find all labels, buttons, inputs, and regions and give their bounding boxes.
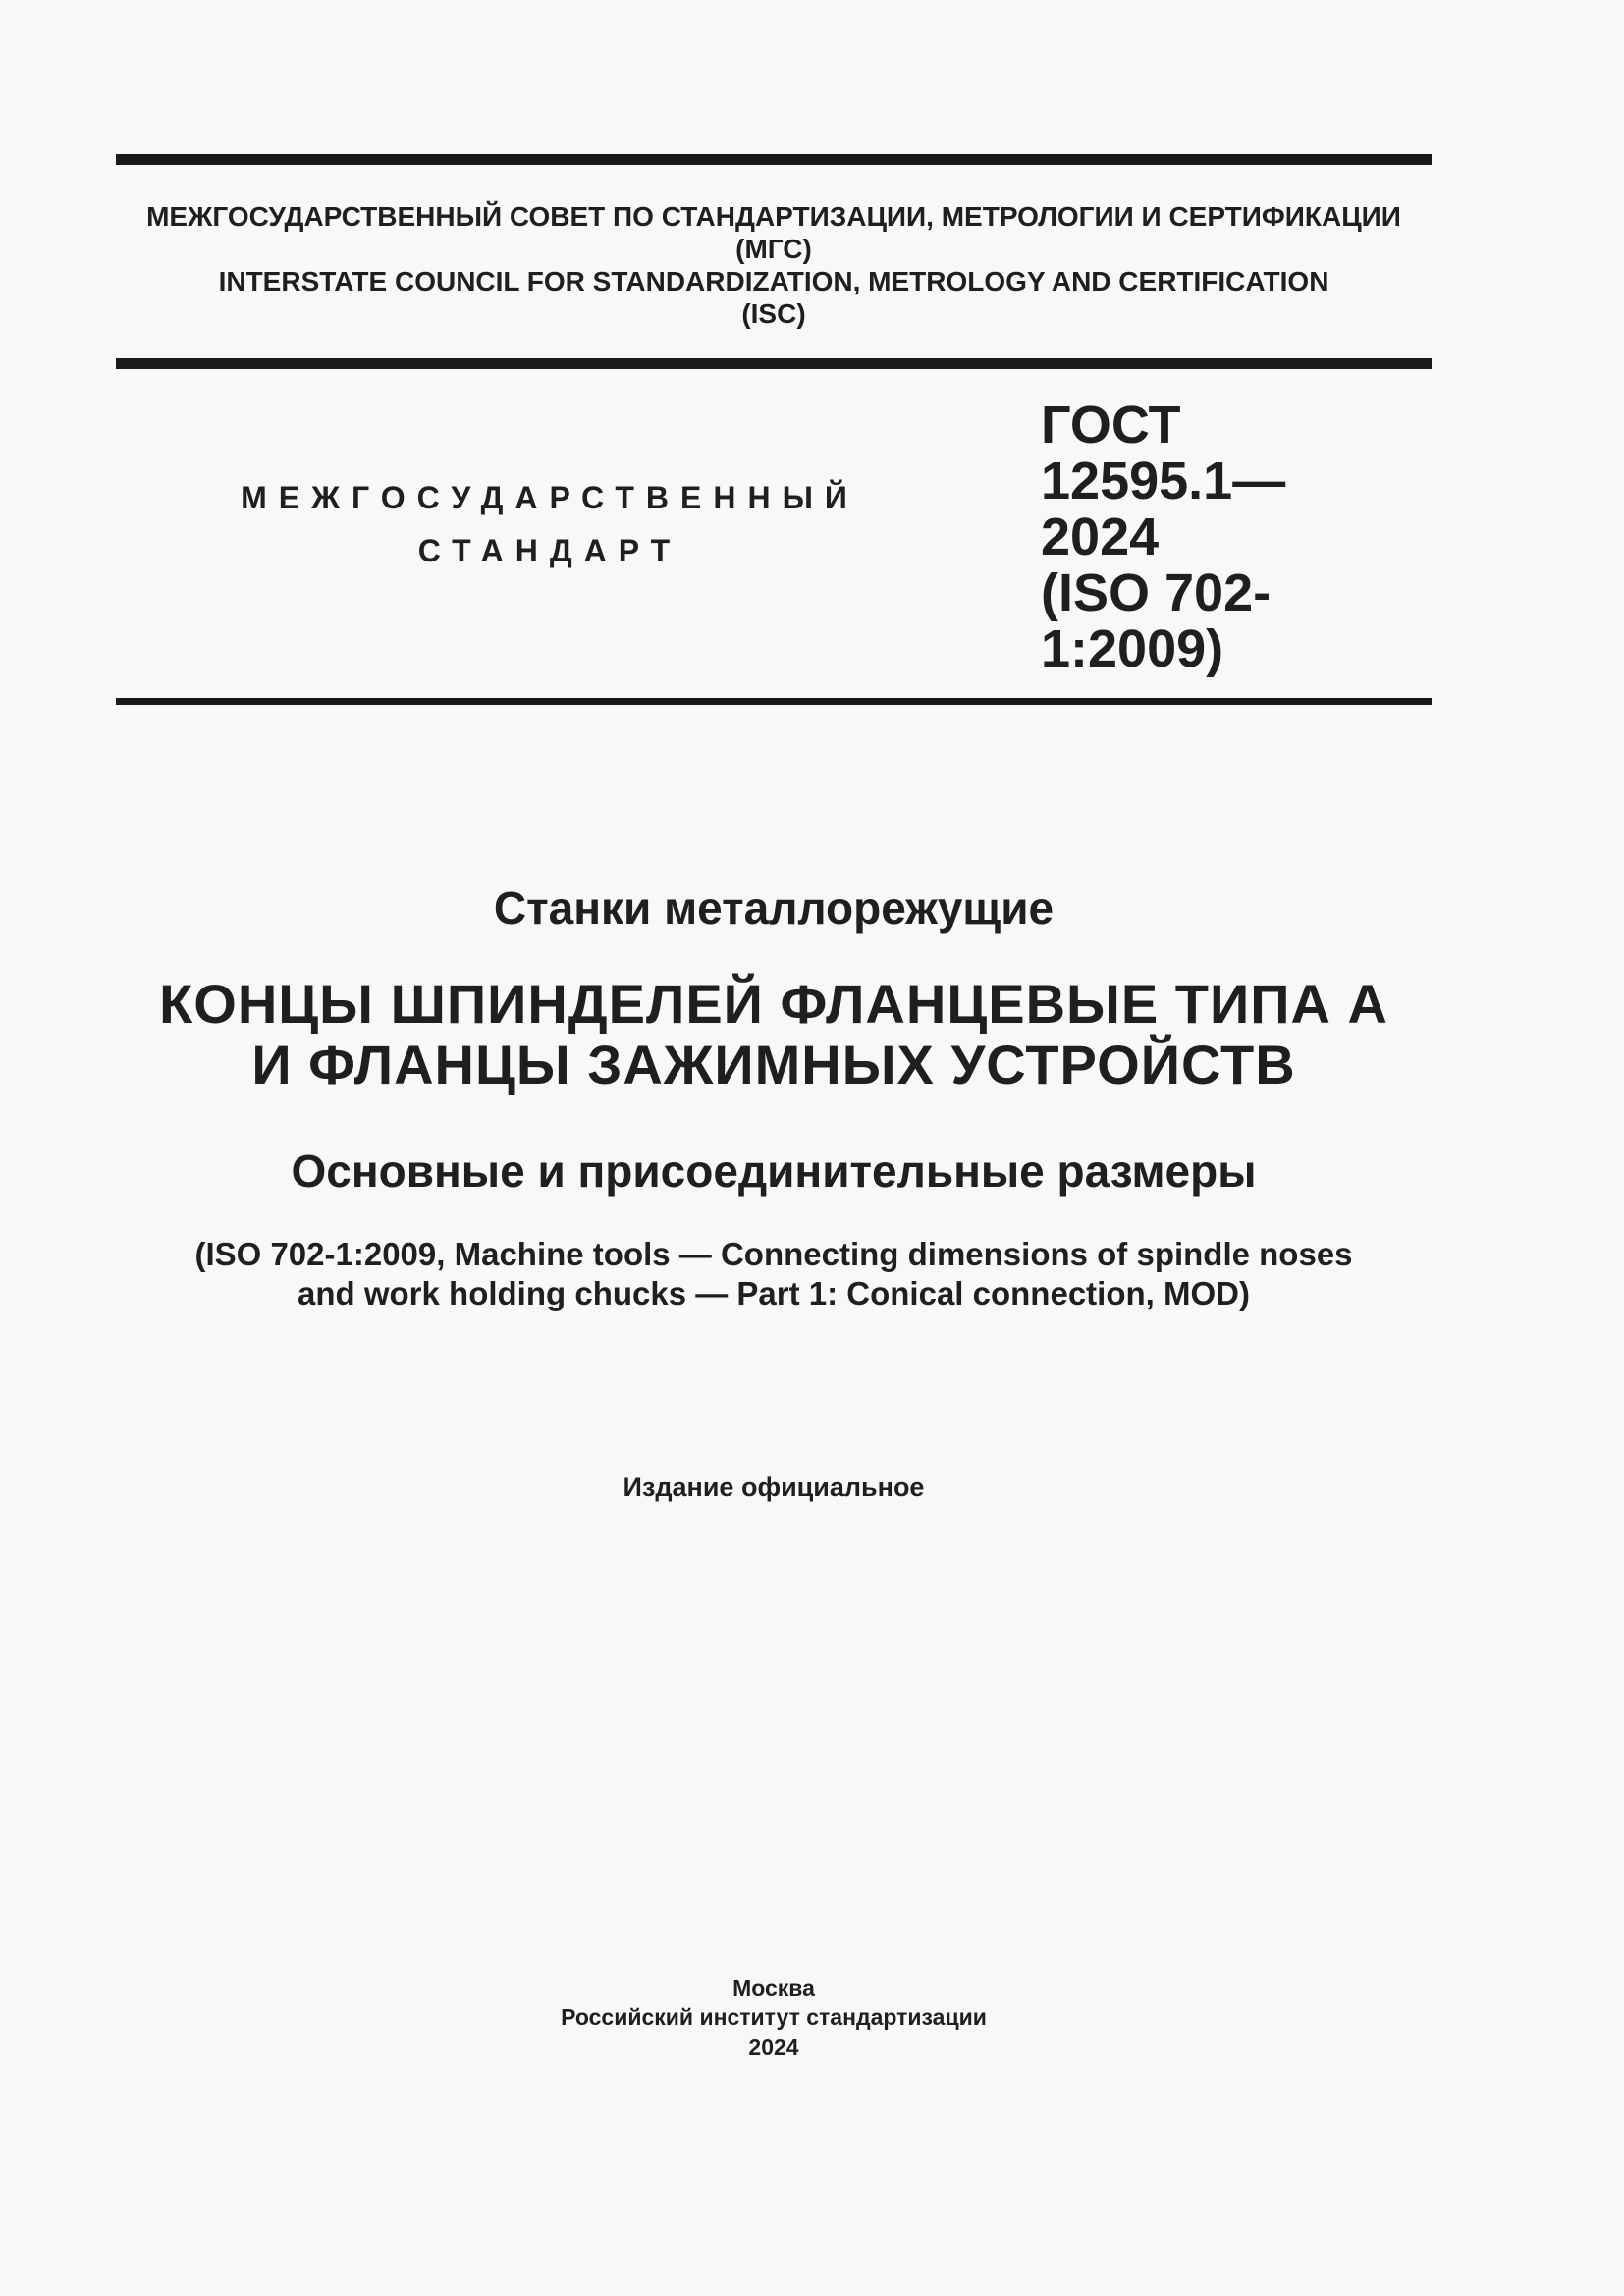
council-header bbox=[116, 200, 1432, 330]
imprint-publisher: Российский институт стандартизации bbox=[561, 2004, 987, 2030]
gost-iso-reference: (ISO 702-1:2009) bbox=[1041, 563, 1272, 678]
council-abbr-en: (ISC) bbox=[741, 298, 806, 329]
main-title bbox=[116, 974, 1432, 1095]
subject-title: Станки металлорежущие bbox=[493, 882, 1055, 934]
subtitle: Основные и присоединительные размеры bbox=[291, 1146, 1257, 1197]
imprint-city: Москва bbox=[732, 1975, 815, 2001]
council-name-ru: МЕЖГОСУДАРСТВЕННЫЙ СОВЕТ ПО СТАНДАРТИЗАЦИИ, МЕТРОЛОГИИ И СЕРТИФИКАЦИИ bbox=[146, 201, 1401, 232]
main-title-line1: КОНЦЫ ШПИНДЕЛЕЙ ФЛАНЦЕВЫЕ ТИПА А bbox=[159, 973, 1388, 1035]
main-title-line2: И ФЛАНЦЫ ЗАЖИМНЫХ УСТРОЙСТВ bbox=[251, 1034, 1296, 1095]
interstate-standard-label bbox=[226, 471, 874, 577]
edition-label: Издание официальное bbox=[623, 1472, 925, 1502]
iso-note-line1: (ISO 702-1:2009, Machine tools — Connecting dimensions of spindle noses bbox=[194, 1236, 1353, 1272]
standard-label-line1: МЕЖГОСУДАРСТВЕННЫЙ bbox=[241, 480, 859, 515]
council-abbr-ru: (МГС) bbox=[735, 234, 812, 264]
iso-reference-note bbox=[116, 1235, 1432, 1313]
iso-note-line2: and work holding chucks — Part 1: Conical connection, MOD) bbox=[298, 1275, 1250, 1311]
top-rule bbox=[116, 154, 1432, 165]
standard-label-line2: СТАНДАРТ bbox=[417, 533, 682, 568]
imprint-year: 2024 bbox=[748, 2034, 799, 2059]
council-name-en: INTERSTATE COUNCIL FOR STANDARDIZATION, METROLOGY AND CERTIFICATION bbox=[218, 266, 1329, 296]
council-rule bbox=[116, 358, 1432, 369]
header-bottom-rule bbox=[116, 698, 1432, 705]
imprint bbox=[116, 1973, 1432, 2061]
gost-year: 2024 bbox=[1041, 507, 1160, 566]
gost-number: 12595.1— bbox=[1041, 452, 1286, 510]
gost-prefix: ГОСТ bbox=[1041, 396, 1181, 454]
gost-designation bbox=[1041, 398, 1434, 677]
